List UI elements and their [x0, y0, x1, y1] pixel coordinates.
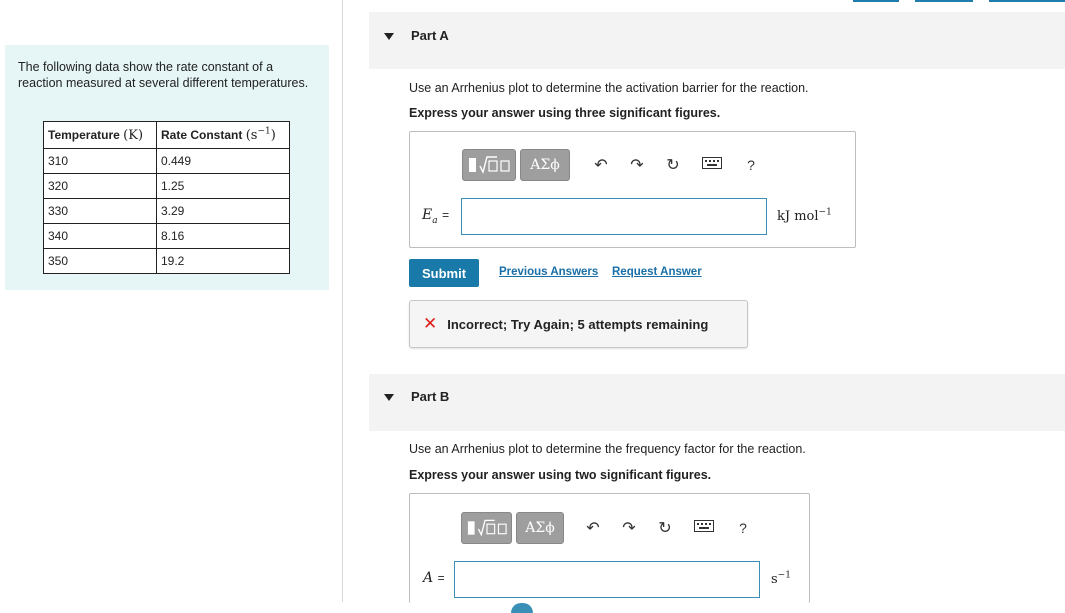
part-b-title: Part B — [411, 389, 450, 404]
ea-units-label: kJ mol$^{-1}$ — [777, 207, 832, 224]
table-row: 310 0.449 — [44, 149, 290, 174]
greek-symbols-button[interactable]: ΑΣϕ — [520, 149, 570, 181]
part-b-answer-box — [409, 493, 810, 603]
template-icon — [467, 154, 511, 176]
nav-tab-indicator[interactable] — [989, 0, 1065, 2]
a-variable-label: A = — [423, 570, 445, 586]
previous-answers-link[interactable]: Previous Answers — [499, 266, 599, 278]
help-icon[interactable]: ? — [739, 520, 747, 536]
a-units-label: $s^{-1}$ — [771, 570, 791, 587]
table-row: 350 19.2 — [44, 249, 290, 274]
problem-statement-panel — [5, 45, 329, 290]
feedback-text: Incorrect; Try Again; 5 attempts remaining — [447, 316, 709, 332]
temperature-header: Temperature (K) — [44, 122, 157, 149]
part-b-header[interactable] — [369, 374, 1065, 431]
keyboard-icon[interactable] — [702, 156, 722, 174]
part-a-instruction: Use an Arrhenius plot to determine the activation barrier for the reaction. — [409, 81, 809, 95]
math-toolbar — [461, 512, 750, 544]
rate-constant-table — [43, 121, 290, 274]
a-answer-input[interactable] — [454, 561, 760, 598]
template-icon — [466, 517, 508, 539]
table-row: 330 3.29 — [44, 199, 290, 224]
rate-constant-header: Rate Constant $(s^{-1})$ — [157, 122, 290, 149]
help-icon[interactable]: ? — [747, 157, 755, 173]
part-a-header[interactable] — [369, 12, 1065, 69]
redo-icon[interactable]: ↷ — [630, 157, 644, 174]
nav-tab-indicator[interactable] — [915, 0, 973, 2]
part-a-precision: Express your answer using three significant figures. — [409, 106, 721, 120]
feedback-message — [409, 300, 748, 348]
incorrect-x-icon: ✕ — [423, 314, 438, 333]
reset-icon[interactable]: ↻ — [658, 520, 672, 537]
submit-button[interactable]: Submit — [409, 259, 479, 287]
reset-icon[interactable]: ↻ — [666, 157, 680, 174]
part-b-instruction: Use an Arrhenius plot to determine the frequency factor for the reaction. — [409, 442, 806, 456]
table-header-row — [44, 122, 290, 149]
templates-button[interactable] — [461, 512, 512, 544]
part-a-answer-box — [409, 131, 856, 248]
collapse-triangle-icon[interactable] — [384, 394, 394, 401]
request-answer-link[interactable]: Request Answer — [612, 266, 702, 278]
math-toolbar — [462, 149, 758, 181]
part-a-title: Part A — [411, 28, 449, 43]
ea-answer-input[interactable] — [461, 198, 767, 235]
table-row: 340 8.16 — [44, 224, 290, 249]
part-b-precision: Express your answer using two significant figures. — [409, 468, 712, 482]
templates-button[interactable] — [462, 149, 516, 181]
undo-icon[interactable]: ↶ — [586, 520, 600, 537]
ea-variable-label: $E_a$ = — [422, 207, 450, 226]
nav-tab-indicator[interactable] — [853, 0, 899, 2]
keyboard-icon[interactable] — [694, 519, 714, 537]
problem-intro: The following data show the rate constant of a reaction measured at several different temperatures. — [18, 60, 309, 90]
greek-symbols-button[interactable]: ΑΣϕ — [516, 512, 564, 544]
scroll-indicator[interactable] — [511, 603, 533, 613]
table-row: 320 1.25 — [44, 174, 290, 199]
undo-icon[interactable]: ↶ — [594, 157, 608, 174]
column-divider — [342, 0, 343, 602]
redo-icon[interactable]: ↷ — [622, 520, 636, 537]
collapse-triangle-icon[interactable] — [384, 33, 394, 40]
